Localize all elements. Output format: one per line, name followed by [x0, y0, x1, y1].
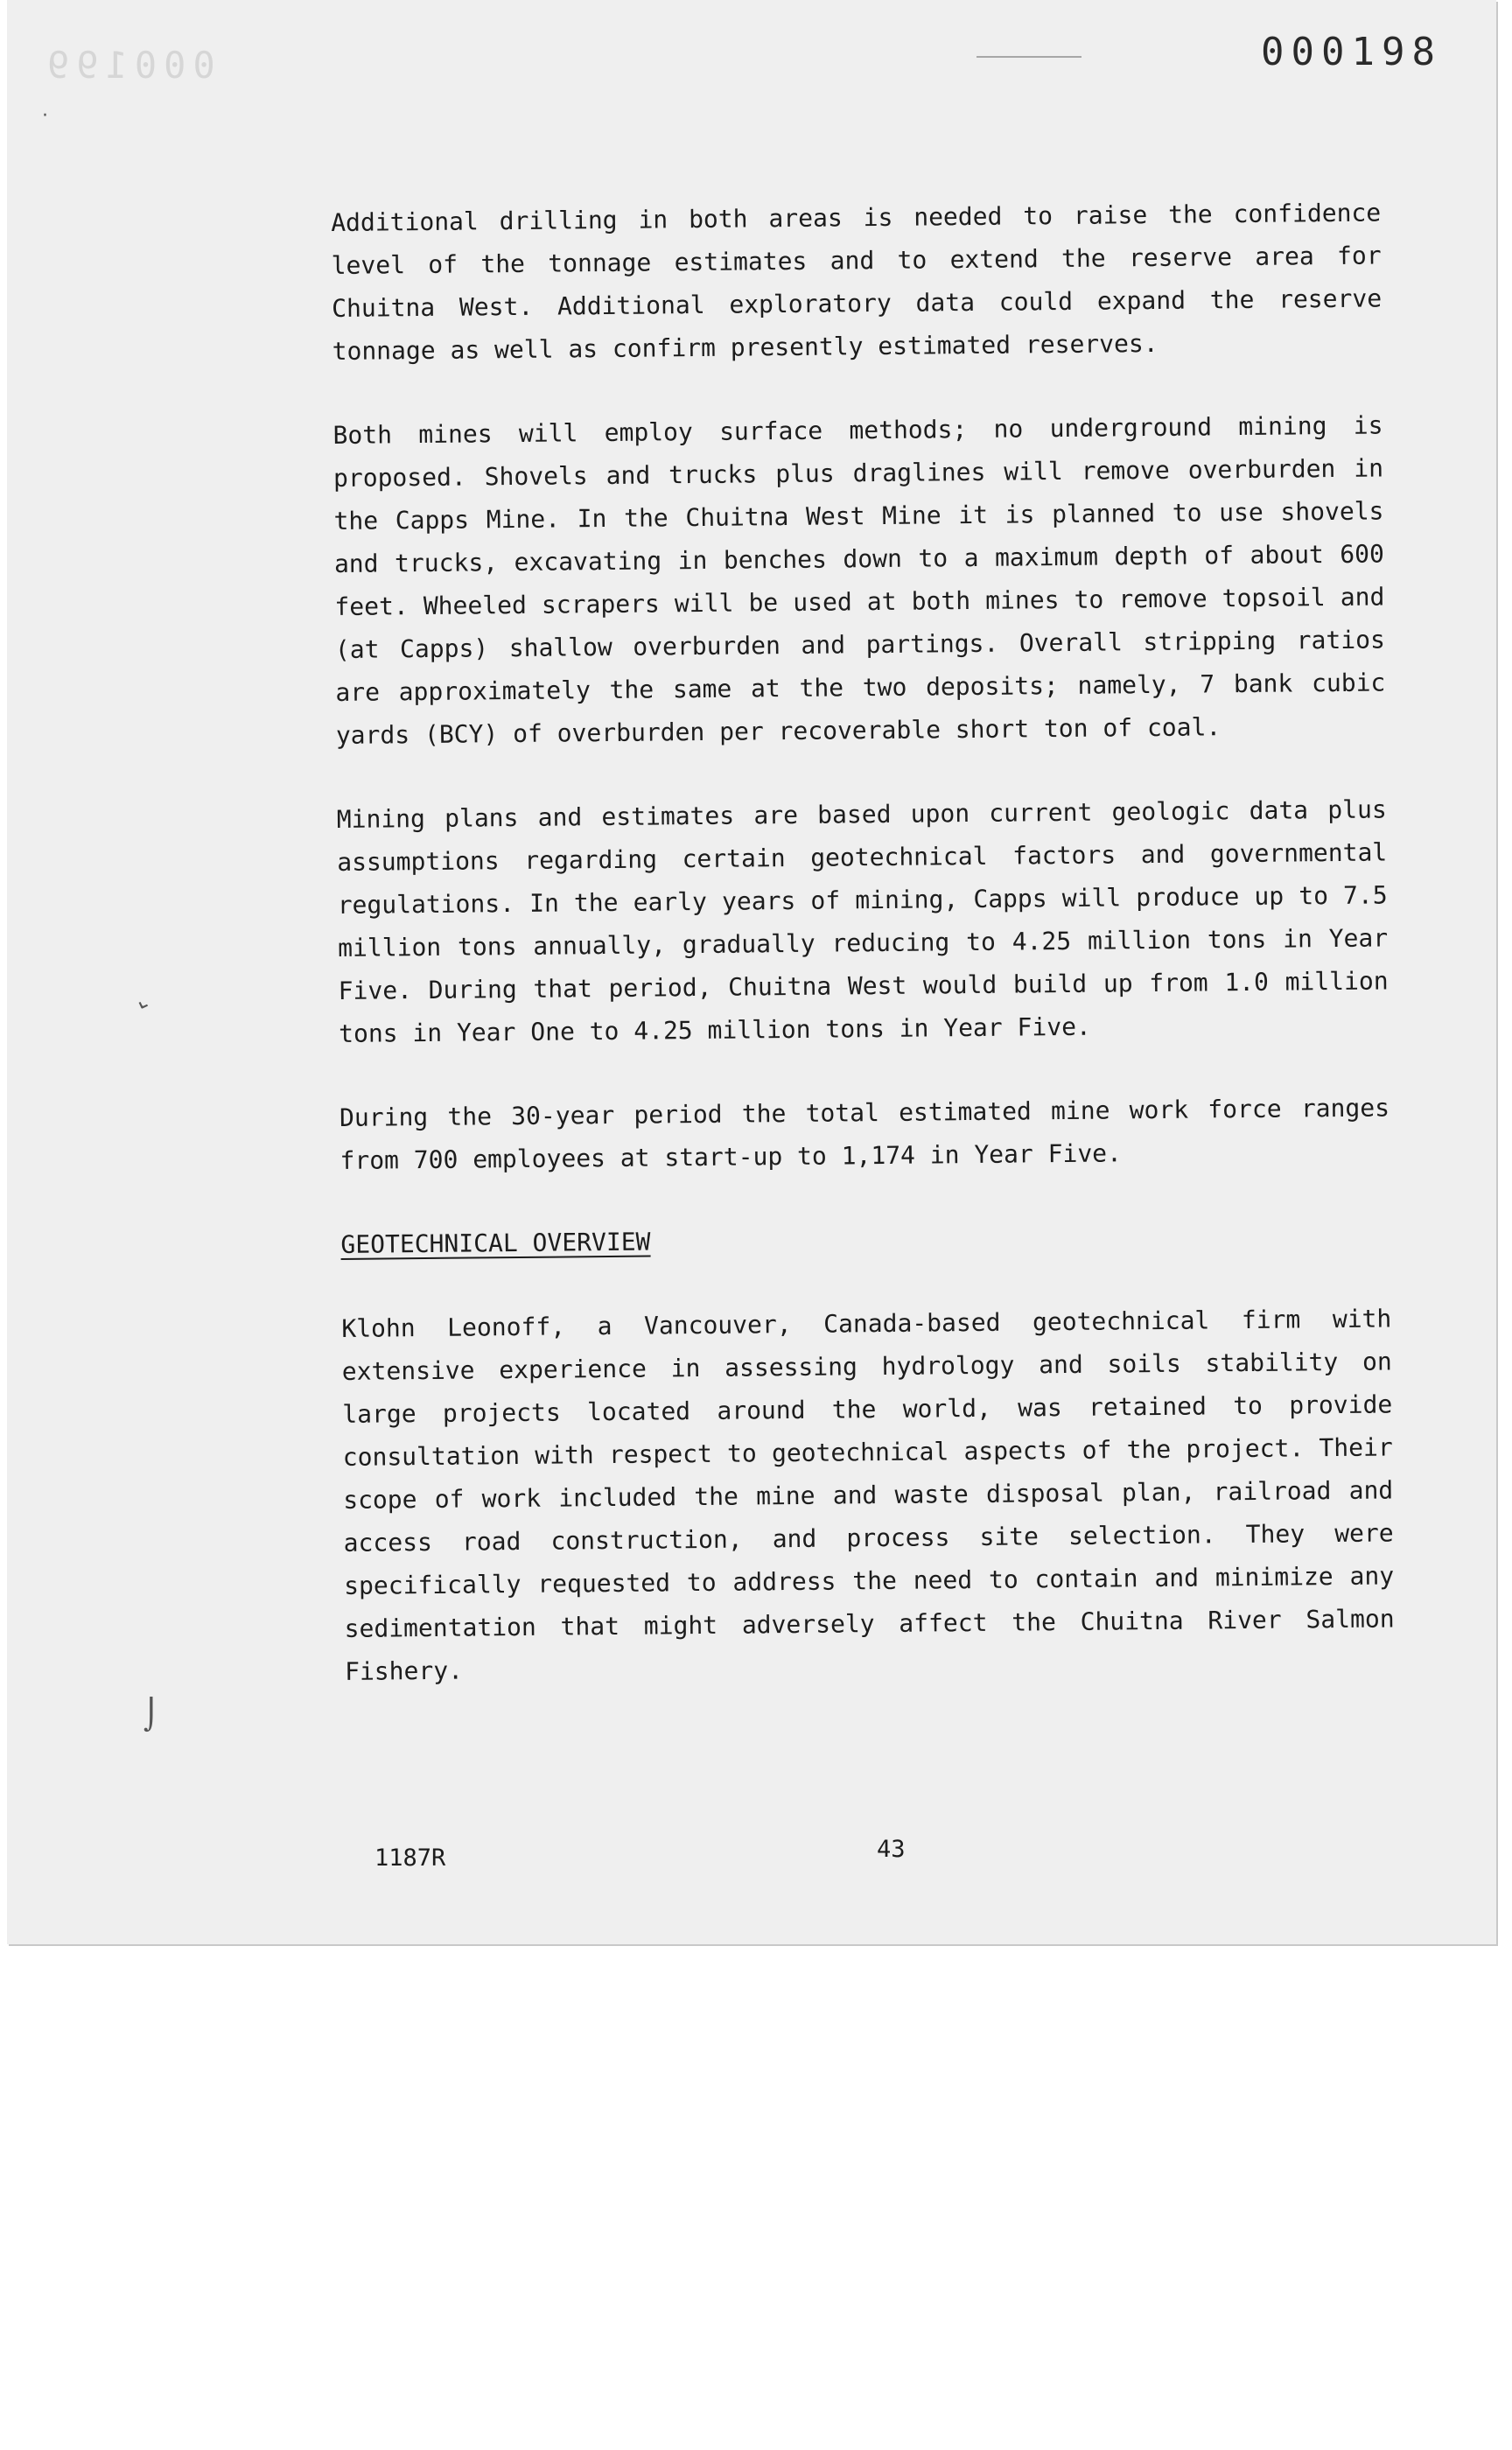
margin-mark: ⌡: [144, 1698, 159, 1732]
paragraph-geotechnical: Klohn Leonoff, a Vancouver, Canada-based geotechnical firm with extensive experience in assessing hydrology and soils stability on large projects located around the world, was retained to provide consultation with respect to geotechnical aspects of the project. Their scope of work included the mine and waste disposal plan, railroad and access road construction, and process site selection. They were specifically requested to address the need to contain and minimize any sedimentation that might adversely affect the Chuitna River Salmon Fishery.: [341, 1304, 1395, 1686]
paragraph-mining-plans: Mining plans and estimates are based upon current geologic data plus assumptions regarding certain geotechnical factors and governmental regulations. In the early years of mining, Capps will produce up to 7.5 million tons annually, gradually reducing to 4.25 million tons in Year Five. During that period, Chuitna West would build up from 1.0 million tons in Year One to 4.25 million tons in Year Five.: [336, 794, 1389, 1048]
paragraph-mining-methods: Both mines will employ surface methods; no underground mining is proposed. Shovels and trucks plus draglines will remove overburden in the Capps Mine. In the Chuitna West Mine it is planned to use shovels and trucks, excavating in benches down to a maximum depth of about 600 feet. Wheeled scrapers will be used at both mines to remove topsoil and (at Capps) shallow overburden and partings. Overall stripping ratios are approximately the same at the two deposits; namely, 7 bank cubic yards (BCY) of overburden per recoverable short ton of coal.: [332, 410, 1386, 750]
document-number: 000198: [1261, 30, 1442, 74]
paragraph-work-force: During the 30-year period the total estimated mine work force ranges from 700 employees at start-up to 1,174 in Year Five.: [339, 1093, 1390, 1175]
section-heading: GEOTECHNICAL OVERVIEW: [340, 1227, 651, 1259]
body-text: [331, 191, 1396, 1733]
margin-mark: ·: [42, 105, 48, 127]
paragraph-drilling: Additional drilling in both areas is needed to raise the confidence level of the tonnage estimates and to extend the reserve area for Chuitna West. Additional exploratory data could expand the reserve tonnage as well as confirm presently estimated reserves.: [331, 198, 1382, 366]
bleed-through-number: 000199: [40, 44, 215, 87]
margin-mark: ⌄: [130, 986, 158, 1018]
document-page: [7, 0, 1496, 1944]
top-dash-mark: [976, 56, 1082, 58]
footer-document-code: 1187R: [374, 1844, 446, 1872]
page-number: 43: [877, 1836, 906, 1863]
